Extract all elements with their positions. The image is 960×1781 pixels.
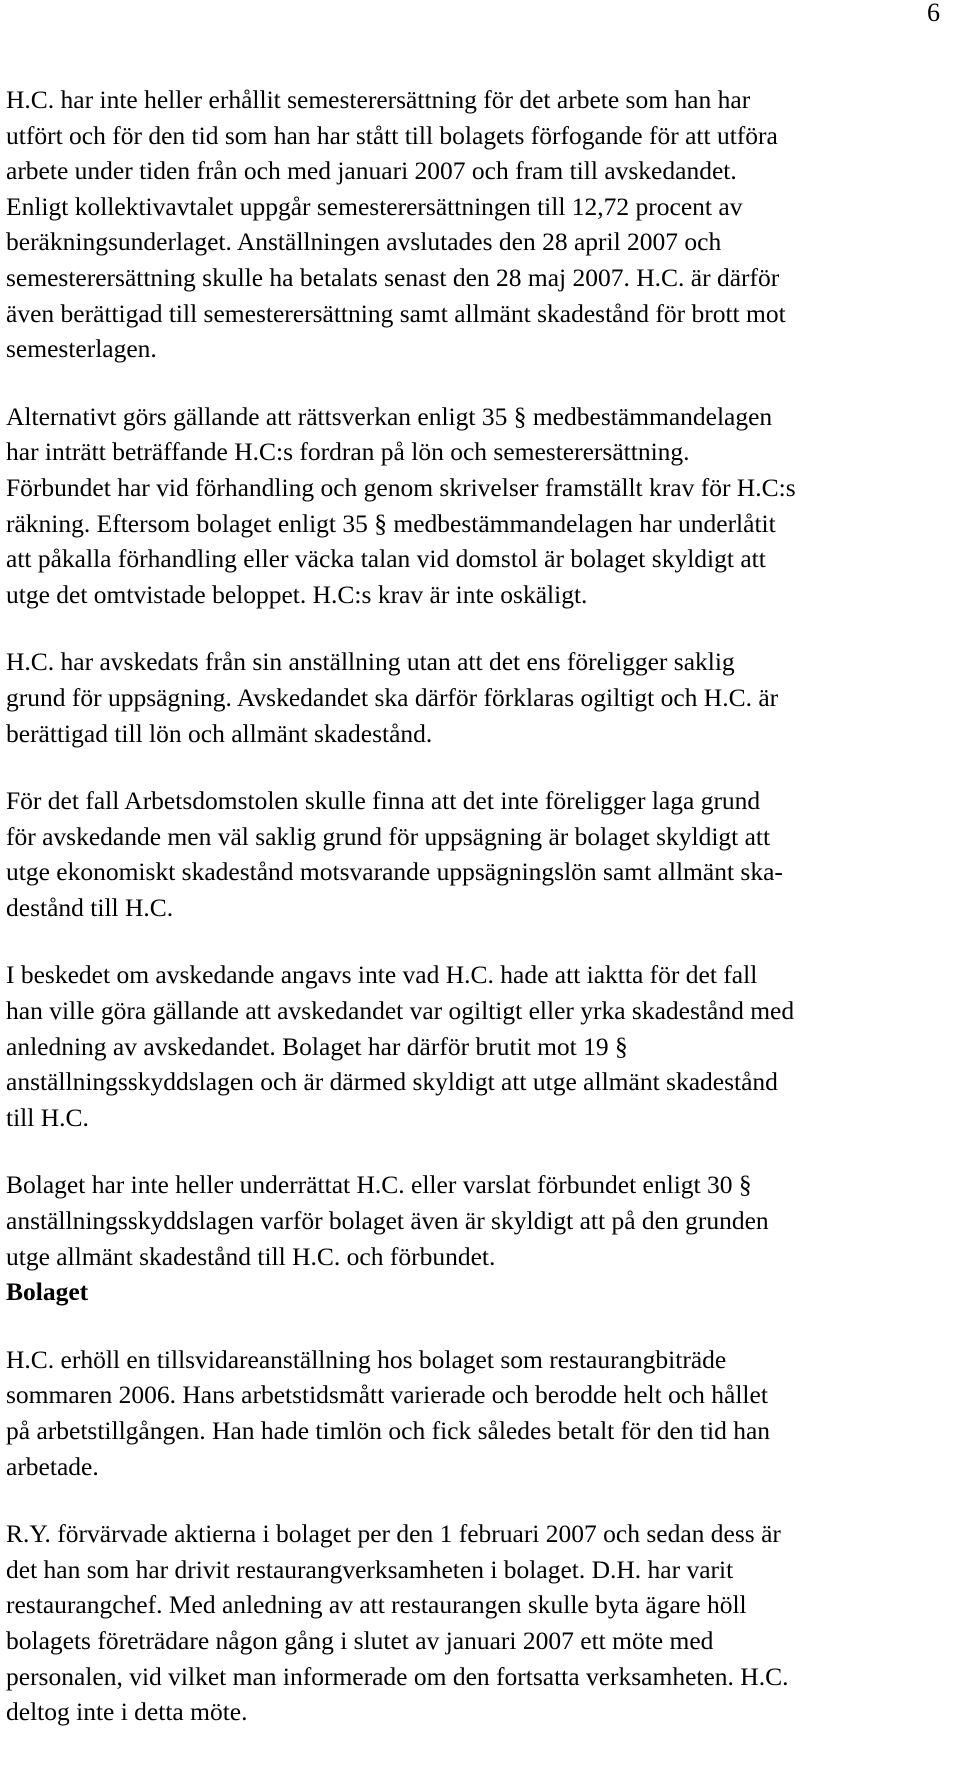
- text-line: grund för uppsägning. Avskedandet ska därför förklaras ogiltigt och H.C. är: [6, 682, 779, 712]
- paragraph-beskedet: [6, 957, 936, 1135]
- paragraph-underrattat: [6, 1167, 936, 1274]
- text-line: Enligt kollektivavtalet uppgår semesterersättningen till 12,72 procent av: [6, 191, 743, 221]
- text-line: Förbundet har vid förhandling och genom skrivelser framställt krav för H.C:s: [6, 472, 796, 502]
- text-line: bolagets företrädare någon gång i slutet av januari 2007 ett möte med: [6, 1625, 714, 1655]
- text-line: R.Y. förvärvade aktierna i bolaget per den 1 februari 2007 och sedan dess är: [6, 1519, 781, 1549]
- text-line: berättigad till lön och allmänt skadestånd.: [6, 718, 433, 748]
- text-line: beräkningsunderlaget. Anställningen avslutades den 28 april 2007 och: [6, 227, 722, 257]
- text-line: anställningsskyddslagen och är därmed skyldigt att utge allmänt skadestånd: [6, 1067, 778, 1097]
- paragraph-avskedats: [6, 644, 936, 751]
- text-line: semesterersättning skulle ha betalats senast den 28 maj 2007. H.C. är därför: [6, 262, 780, 292]
- text-line: arbete under tiden från och med januari 2007 och fram till avskedandet.: [6, 156, 737, 186]
- paragraph-for-det-fall: [6, 783, 936, 925]
- text-line: Alternativt görs gällande att rättsverkan enligt 35 § medbestämmandelagen: [6, 401, 773, 431]
- paragraph-forvarvade: [6, 1516, 936, 1730]
- text-line: även berättigad till semesterersättning samt allmänt skadestånd för brott mot: [6, 298, 786, 328]
- text-line: H.C. har inte heller erhållit semesterersättning för det arbete som han har: [6, 85, 751, 114]
- paragraph-tillsvidareanstallning: [6, 1342, 936, 1484]
- text-line: det han som har drivit restaurangverksamheten i bolaget. D.H. har varit: [6, 1554, 734, 1584]
- text-line: arbetade.: [6, 1451, 99, 1481]
- text-line: sommaren 2006. Hans arbetstidsmått varierade och berodde helt och hållet: [6, 1380, 768, 1410]
- text-line: H.C. erhöll en tillsvidareanställning hos bolaget som restaurangbiträde: [6, 1344, 727, 1374]
- text-line: deltog inte i detta möte.: [6, 1697, 248, 1727]
- text-line: destånd till H.C.: [6, 892, 174, 922]
- text-line: på arbetstillgången. Han hade timlön och fick således betalt för den tid han: [6, 1416, 771, 1445]
- section-heading: Bolaget: [6, 1277, 89, 1307]
- text-line: utge det omtvistade beloppet. H.C:s krav är inte oskäligt.: [6, 579, 588, 609]
- text-line: H.C. har avskedats från sin anställning utan att det ens föreligger saklig: [6, 647, 735, 677]
- text-line: utge ekonomiskt skadestånd motsvarande uppsägningslön samt allmänt ska-: [6, 857, 783, 887]
- text-line: för avskedande men väl saklig grund för uppsägning är bolaget skyldigt att: [6, 821, 771, 851]
- paragraph-semesterersattning: [6, 82, 936, 367]
- text-line: restaurangchef. Med anledning av att restaurangen skulle byta ägare höll: [6, 1590, 747, 1620]
- text-line: har inträtt beträffande H.C:s fordran på lön och semesterersättning.: [6, 437, 690, 467]
- text-line: att påkalla förhandling eller väcka talan vid domstol är bolaget skyldigt att: [6, 544, 766, 574]
- text-line: personalen, vid vilket man informerade om den fortsatta verksamheten. H.C.: [6, 1661, 789, 1691]
- text-line: Bolaget har inte heller underrättat H.C. eller varslat förbundet enligt 30 §: [6, 1170, 752, 1200]
- text-line: han ville göra gällande att avskedandet var ogiltigt eller yrka skadestånd med: [6, 996, 795, 1026]
- text-line: till H.C.: [6, 1102, 89, 1132]
- text-line: utge allmänt skadestånd till H.C. och förbundet.: [6, 1241, 496, 1271]
- document-body: [6, 82, 936, 1730]
- text-line: anställningsskyddslagen varför bolaget även är skyldigt att på den grunden: [6, 1206, 769, 1236]
- text-line: utfört och för den tid som han har stått till bolagets förfogande för att utföra: [6, 120, 778, 150]
- text-line: anledning av avskedandet. Bolaget har därför brutit mot 19 §: [6, 1031, 628, 1061]
- text-line: I beskedet om avskedande angavs inte vad H.C. hade att iaktta för det fall: [6, 960, 758, 990]
- text-line: semesterlagen.: [6, 334, 157, 364]
- text-line: För det fall Arbetsdomstolen skulle finna att det inte föreligger laga grund: [6, 786, 761, 816]
- text-line: räkning. Eftersom bolaget enligt 35 § medbestämmandelagen har underlåtit: [6, 508, 776, 538]
- page-number: 6: [927, 0, 940, 27]
- paragraph-alternativt: [6, 399, 936, 613]
